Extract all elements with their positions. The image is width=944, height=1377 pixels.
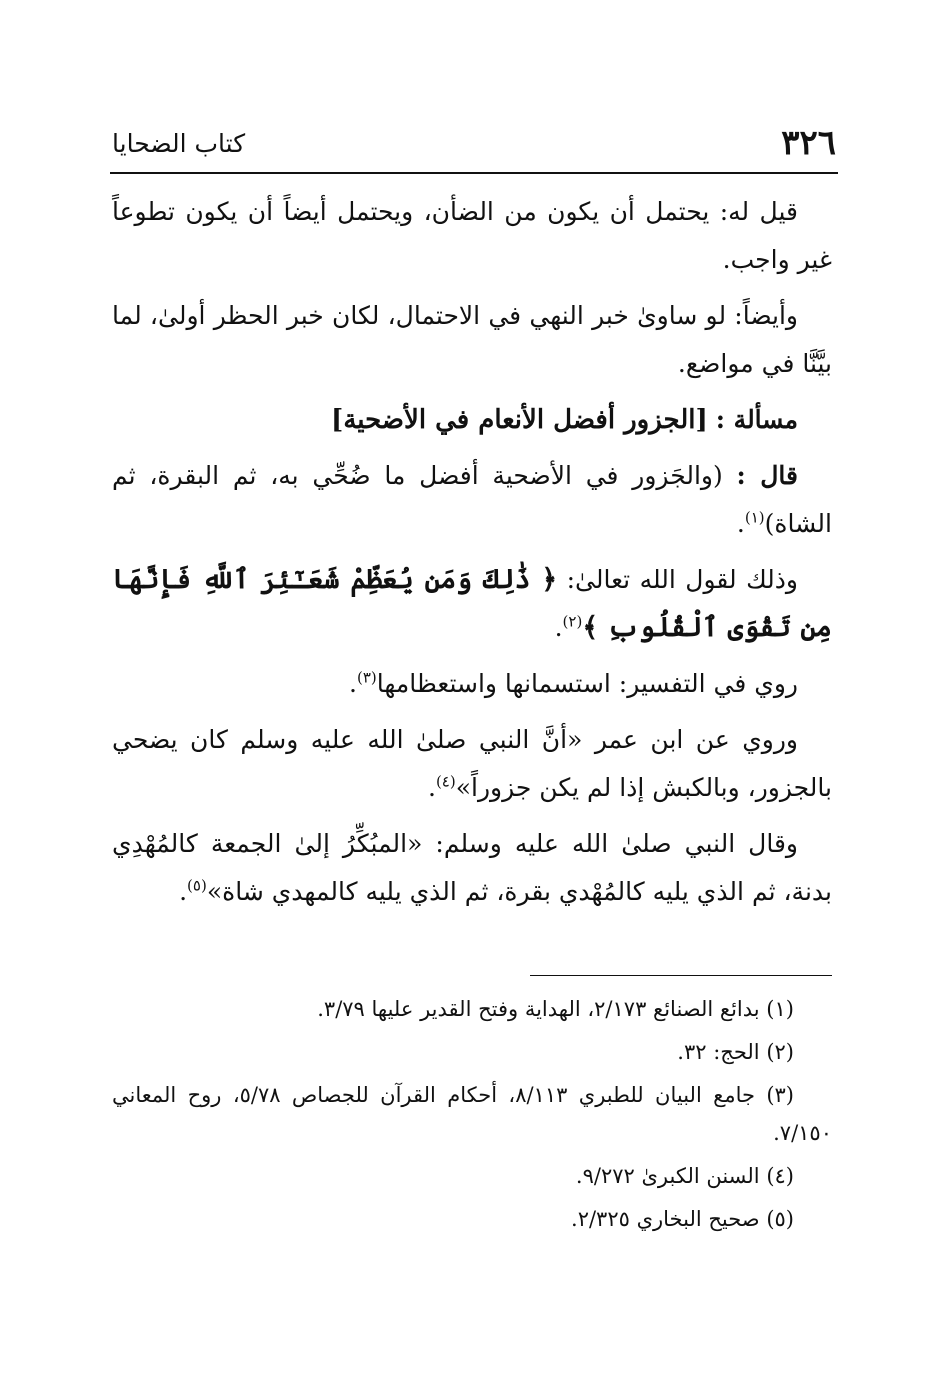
footnote-ref: (٢) bbox=[562, 612, 583, 631]
footnote-ref: (٣) bbox=[356, 668, 377, 687]
footnote: (٢) الحج: ٣٢. bbox=[677, 1040, 794, 1064]
footnote-rule bbox=[530, 975, 832, 976]
paragraph: وأيضاً: لو ساوىٰ خبر النهي في الاحتمال، لكان خبر الحظر أولىٰ، لما بيَّنَّا في مواضع. bbox=[112, 301, 832, 378]
issue-heading bbox=[112, 396, 832, 444]
running-header bbox=[112, 120, 836, 166]
footnotes bbox=[112, 990, 832, 1243]
paragraph: وقال النبي صلىٰ الله عليه وسلم: «المبُكِّرُ إلىٰ الجمعة كالمُهْدِي بدنة، ثم الذي يليه كالمُهْدي بقرة، ثم الذي يليه كالمهدي شاة»$^{(٥)}$. bbox=[112, 829, 832, 906]
issue-title: [الجزور أفضل الأنعام في الأضحية] bbox=[331, 405, 708, 435]
footnote-ref: (٥) bbox=[187, 876, 207, 895]
text-quote-paragraph: قال : (والجَزور في الأضحية أفضل ما ضُحِّي به، ثم البقرة، ثم الشاة)$^{(١)}$. bbox=[112, 461, 832, 538]
footnote: (٥) صحيح البخاري ٢/٣٢٥. bbox=[571, 1207, 794, 1231]
header-rule bbox=[110, 172, 838, 174]
book-title: كتاب الضحايا bbox=[112, 128, 246, 158]
qala-label: قال : bbox=[736, 461, 798, 490]
paragraph: قيل له: يحتمل أن يكون من الضأن، ويحتمل أيضاً أن يكون تطوعاً غير واجب. bbox=[112, 197, 832, 274]
body-text bbox=[112, 188, 832, 924]
quran-verse: ﴿ ذَٰلِكَ وَمَن يُعَظِّمْ شَعَـٰٓئِرَ ٱللَّهِ فَإِنَّهَا مِن تَقْوَى ٱلْقُلُوبِ ﴾ bbox=[112, 564, 832, 643]
paragraph: روي في التفسير: استسمانها واستعظامها$^{(٣)}$. bbox=[349, 668, 798, 698]
paragraph: وذلك لقول الله تعالىٰ: ﴿ ذَٰلِكَ وَمَن يُعَظِّمْ شَعَـٰٓئِرَ ٱللَّهِ فَإِنَّهَا مِن تَقْوَى ٱلْقُلُوبِ ﴾$^{(٢)}$. bbox=[112, 564, 832, 643]
footnote-ref: (٤) bbox=[435, 772, 456, 791]
issue-label: مسألة : bbox=[715, 405, 798, 434]
footnote: (٣) جامع البيان للطبري ٨/١١٣، أحكام القرآن للجصاص ٥/٧٨، روح المعاني ٧/١٥٠. bbox=[112, 1083, 832, 1145]
footnote: (١) بدائع الصنائع ٢/١٧٣، الهداية وفتح القدير عليها ٣/٧٩. bbox=[317, 997, 794, 1021]
footnote: (٤) السنن الكبرىٰ ٩/٢٧٢. bbox=[575, 1164, 794, 1188]
page-number: ٣٢٦ bbox=[781, 123, 836, 163]
footnote-ref: (١) bbox=[744, 508, 765, 527]
paragraph: وروي عن ابن عمر «أنَّ النبي صلىٰ الله عليه وسلم كان يضحي بالجزور، وبالكبش إذا لم يكن جزوراً»$^{(٤)}$. bbox=[112, 725, 832, 802]
